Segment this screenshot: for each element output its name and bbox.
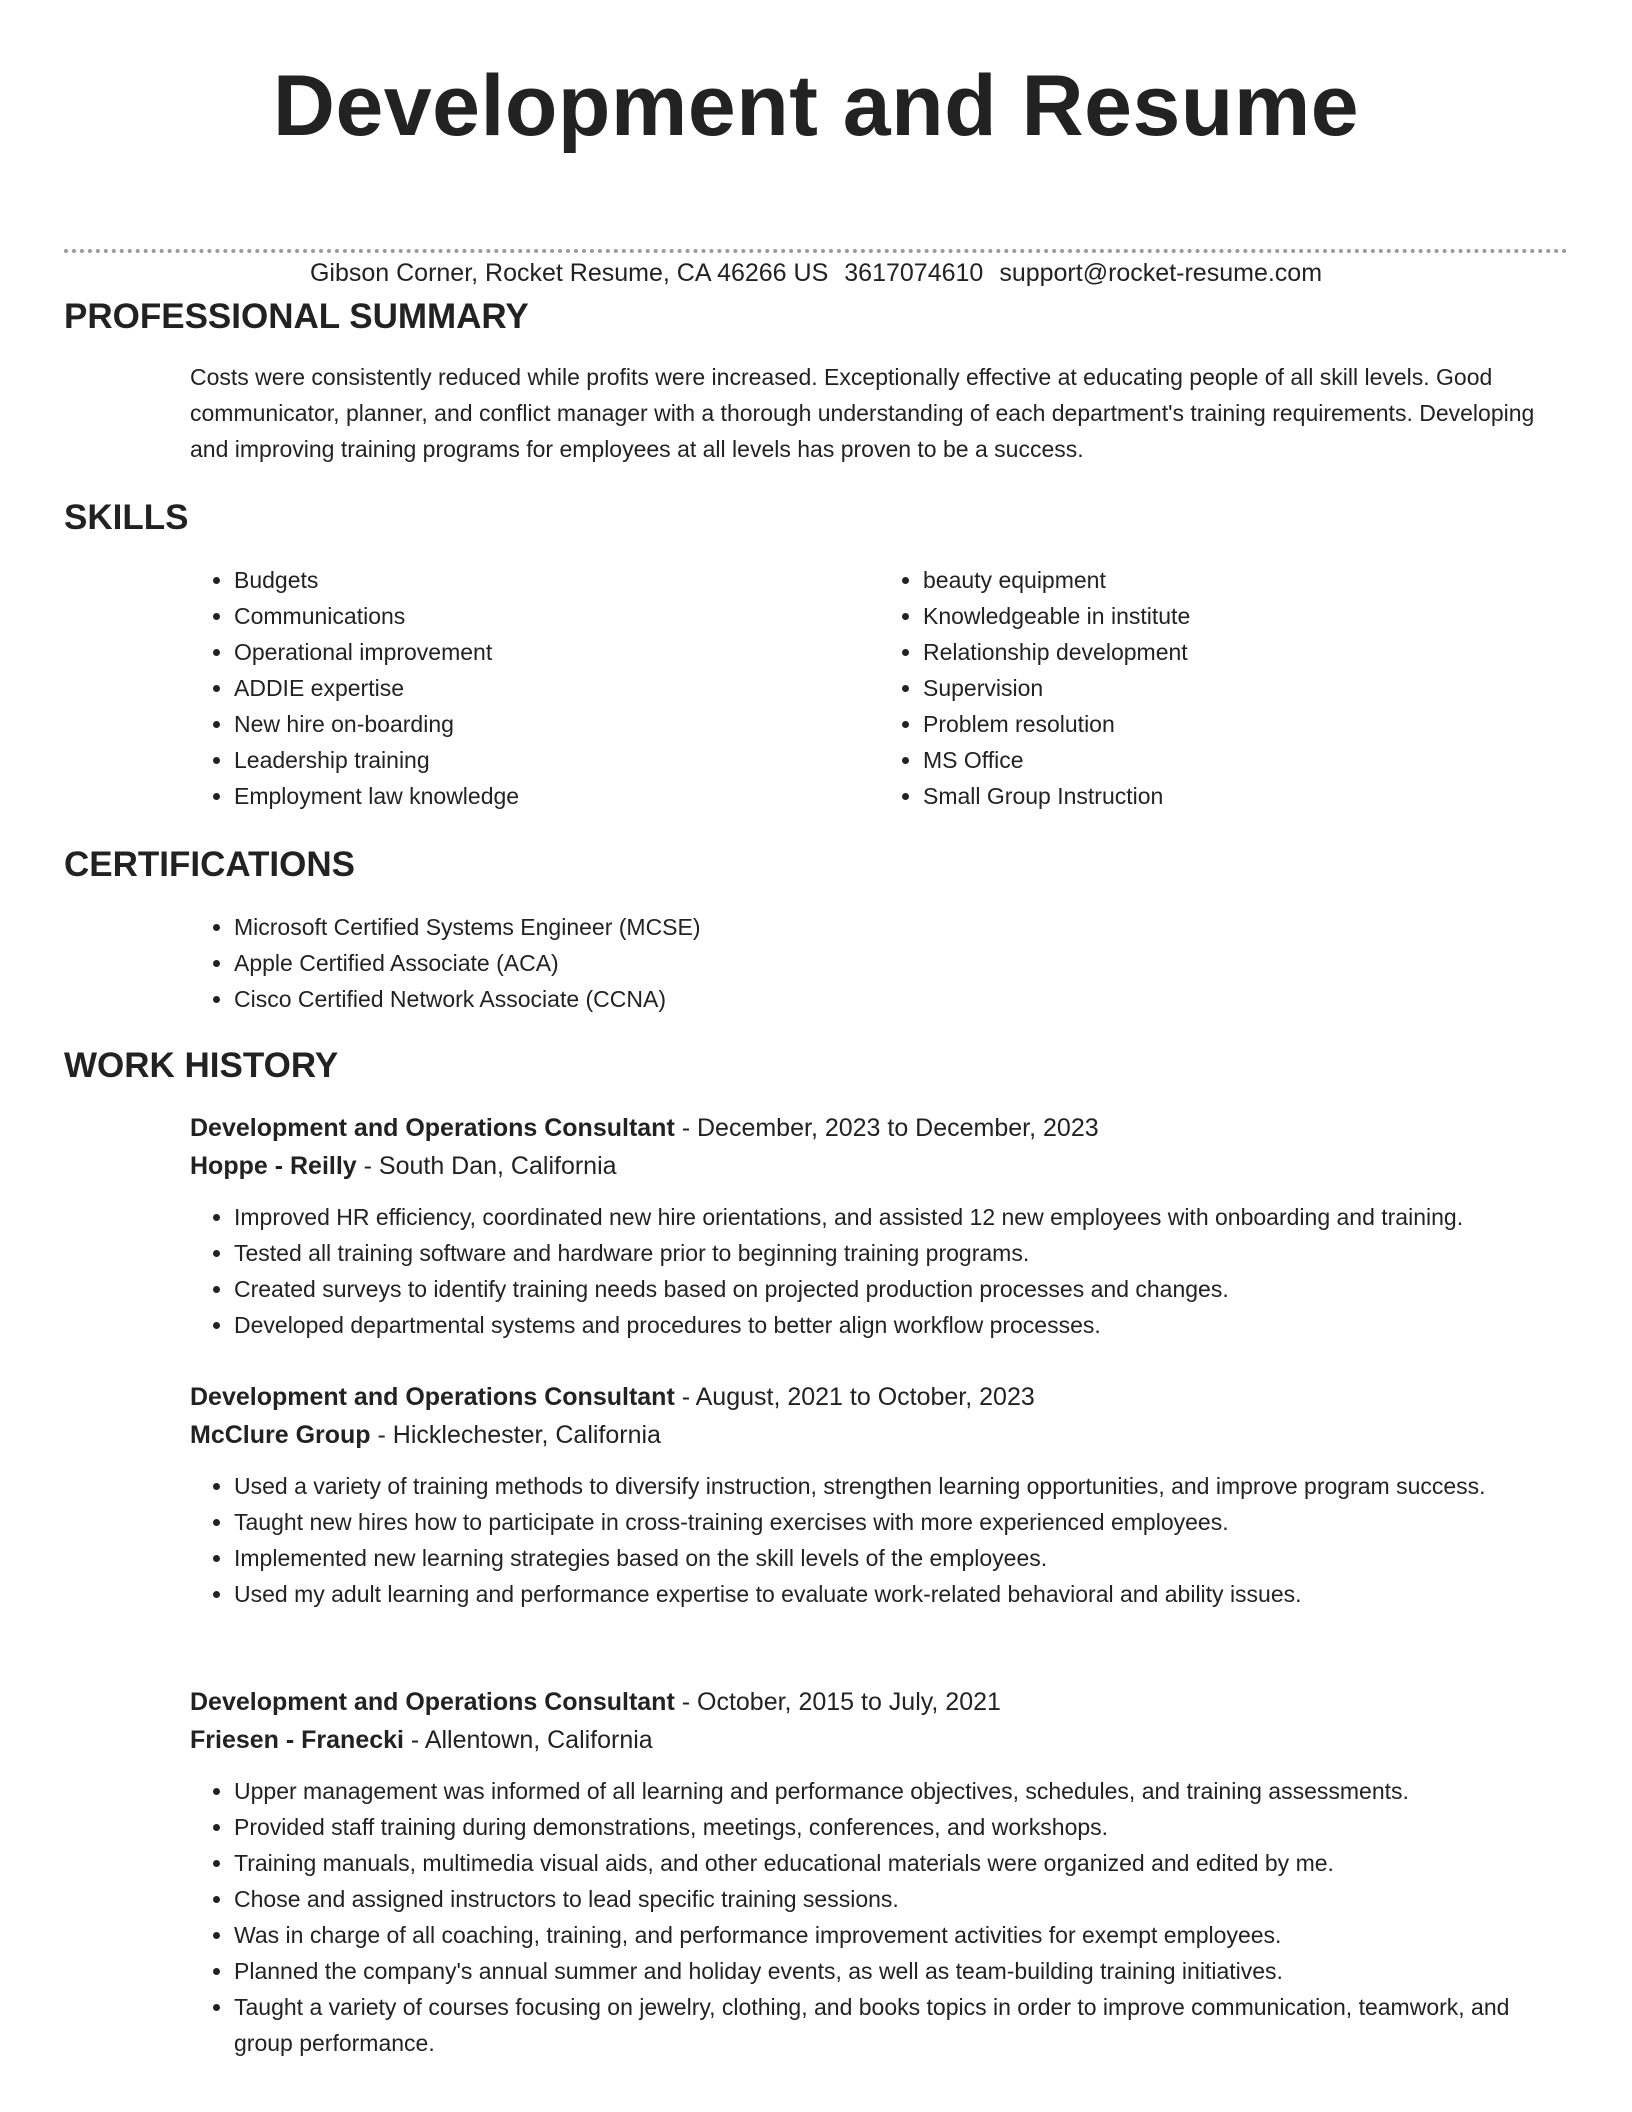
list-item: • Small Group Instruction — [923, 778, 1568, 814]
contact-address: Gibson Corner, Rocket Resume, CA 46266 US — [309, 259, 829, 287]
list-item: • Microsoft Certified Systems Engineer (MCSE) — [234, 909, 1568, 945]
list-item: • Implemented new learning strategies based on the skill levels of the employees. — [234, 1540, 1568, 1576]
job-title: Development and Operations Consultant — [190, 1383, 675, 1411]
job-bullets — [190, 1773, 1568, 2061]
job-entry-2 — [190, 1378, 1568, 1612]
candidate-name: Development and Resume — [272, 58, 1360, 154]
job-dates: - October, 2015 to July, 2021 — [674, 1688, 1001, 1716]
certifications-list — [190, 909, 1568, 1017]
job-entry-3 — [190, 1683, 1568, 2061]
list-item: • Communications — [234, 598, 879, 634]
summary-section — [190, 359, 1568, 467]
list-item: • New hire on-boarding — [234, 706, 879, 742]
job-title-line — [190, 1683, 1568, 1721]
list-item: • Taught a variety of courses focusing on jewelry, clothing, and books topics in order to improve communication, teamwork, and group performance. — [234, 1989, 1568, 2061]
list-item: • Problem resolution — [923, 706, 1568, 742]
job-company: Hoppe - Reilly — [190, 1152, 357, 1180]
list-item: • Upper management was informed of all learning and performance objectives, schedules, and training assessments. — [234, 1773, 1568, 1809]
list-item: • Was in charge of all coaching, training, and performance improvement activities for exempt employees. — [234, 1917, 1568, 1953]
summary-text: Costs were consistently reduced while profits were increased. Exceptionally effective at educating people of all skill levels. Good communicator, planner, and conflict manager with a thorough understanding of each department's training requirements. Developing and improving training programs for employees at all levels has proven to be a success. — [190, 364, 1535, 462]
list-item: • MS Office — [923, 742, 1568, 778]
contact-email: support@rocket-resume.com — [999, 259, 1323, 287]
list-item: • beauty equipment — [923, 562, 1568, 598]
skills-heading: SKILLS — [64, 498, 189, 537]
list-item: • Improved HR efficiency, coordinated new hire orientations, and assisted 12 new employees with onboarding and training. — [234, 1199, 1568, 1235]
contact-line — [0, 258, 1632, 288]
list-item: • Chose and assigned instructors to lead specific training sessions. — [234, 1881, 1568, 1917]
job-dates: - December, 2023 to December, 2023 — [674, 1114, 1099, 1142]
job-company: McClure Group — [190, 1421, 371, 1449]
job-title-line — [190, 1378, 1568, 1416]
job-title: Development and Operations Consultant — [190, 1688, 675, 1716]
skills-section — [190, 562, 1568, 814]
list-item: • Employment law knowledge — [234, 778, 879, 814]
list-item: • Provided staff training during demonstrations, meetings, conferences, and workshops. — [234, 1809, 1568, 1845]
list-item: • Created surveys to identify training needs based on projected production processes and changes. — [234, 1271, 1568, 1307]
job-location: - Allentown, California — [403, 1726, 653, 1754]
list-item: • Budgets — [234, 562, 879, 598]
skills-list-right — [879, 562, 1568, 814]
certifications-section — [190, 909, 1568, 1017]
job-title-line — [190, 1109, 1568, 1147]
job-bullets — [190, 1468, 1568, 1612]
certifications-heading: CERTIFICATIONS — [64, 845, 356, 884]
job-bullets — [190, 1199, 1568, 1343]
job-company-line — [190, 1721, 1568, 1759]
contact-phone: 3617074610 — [844, 259, 984, 287]
job-dates: - August, 2021 to October, 2023 — [674, 1383, 1035, 1411]
job-title: Development and Operations Consultant — [190, 1114, 675, 1142]
list-item: • Training manuals, multimedia visual aids, and other educational materials were organized and edited by me. — [234, 1845, 1568, 1881]
job-location: - South Dan, California — [356, 1152, 617, 1180]
list-item: • Apple Certified Associate (ACA) — [234, 945, 1568, 981]
header-divider — [64, 249, 1568, 253]
job-company-line — [190, 1147, 1568, 1185]
list-item: • Operational improvement — [234, 634, 879, 670]
list-item: • Taught new hires how to participate in cross-training exercises with more experienced employees. — [234, 1504, 1568, 1540]
job-location: - Hicklechester, California — [370, 1421, 661, 1449]
job-company-line — [190, 1416, 1568, 1454]
list-item: • Cisco Certified Network Associate (CCNA) — [234, 981, 1568, 1017]
list-item: • Planned the company's annual summer and holiday events, as well as team-building training initiatives. — [234, 1953, 1568, 1989]
work-history-heading: WORK HISTORY — [64, 1046, 339, 1085]
list-item: • Tested all training software and hardware prior to beginning training programs. — [234, 1235, 1568, 1271]
list-item: • Supervision — [923, 670, 1568, 706]
list-item: • Knowledgeable in institute — [923, 598, 1568, 634]
skills-list-left — [190, 562, 879, 814]
summary-heading: PROFESSIONAL SUMMARY — [64, 297, 529, 336]
job-company: Friesen - Franecki — [190, 1726, 404, 1754]
list-item: • Leadership training — [234, 742, 879, 778]
list-item: • Used my adult learning and performance expertise to evaluate work-related behavioral and ability issues. — [234, 1576, 1568, 1612]
list-item: • Relationship development — [923, 634, 1568, 670]
list-item: • Developed departmental systems and procedures to better align workflow processes. — [234, 1307, 1568, 1343]
list-item: • Used a variety of training methods to diversify instruction, strengthen learning opportunities, and improve program success. — [234, 1468, 1568, 1504]
list-item: • ADDIE expertise — [234, 670, 879, 706]
job-entry-1 — [190, 1109, 1568, 1343]
